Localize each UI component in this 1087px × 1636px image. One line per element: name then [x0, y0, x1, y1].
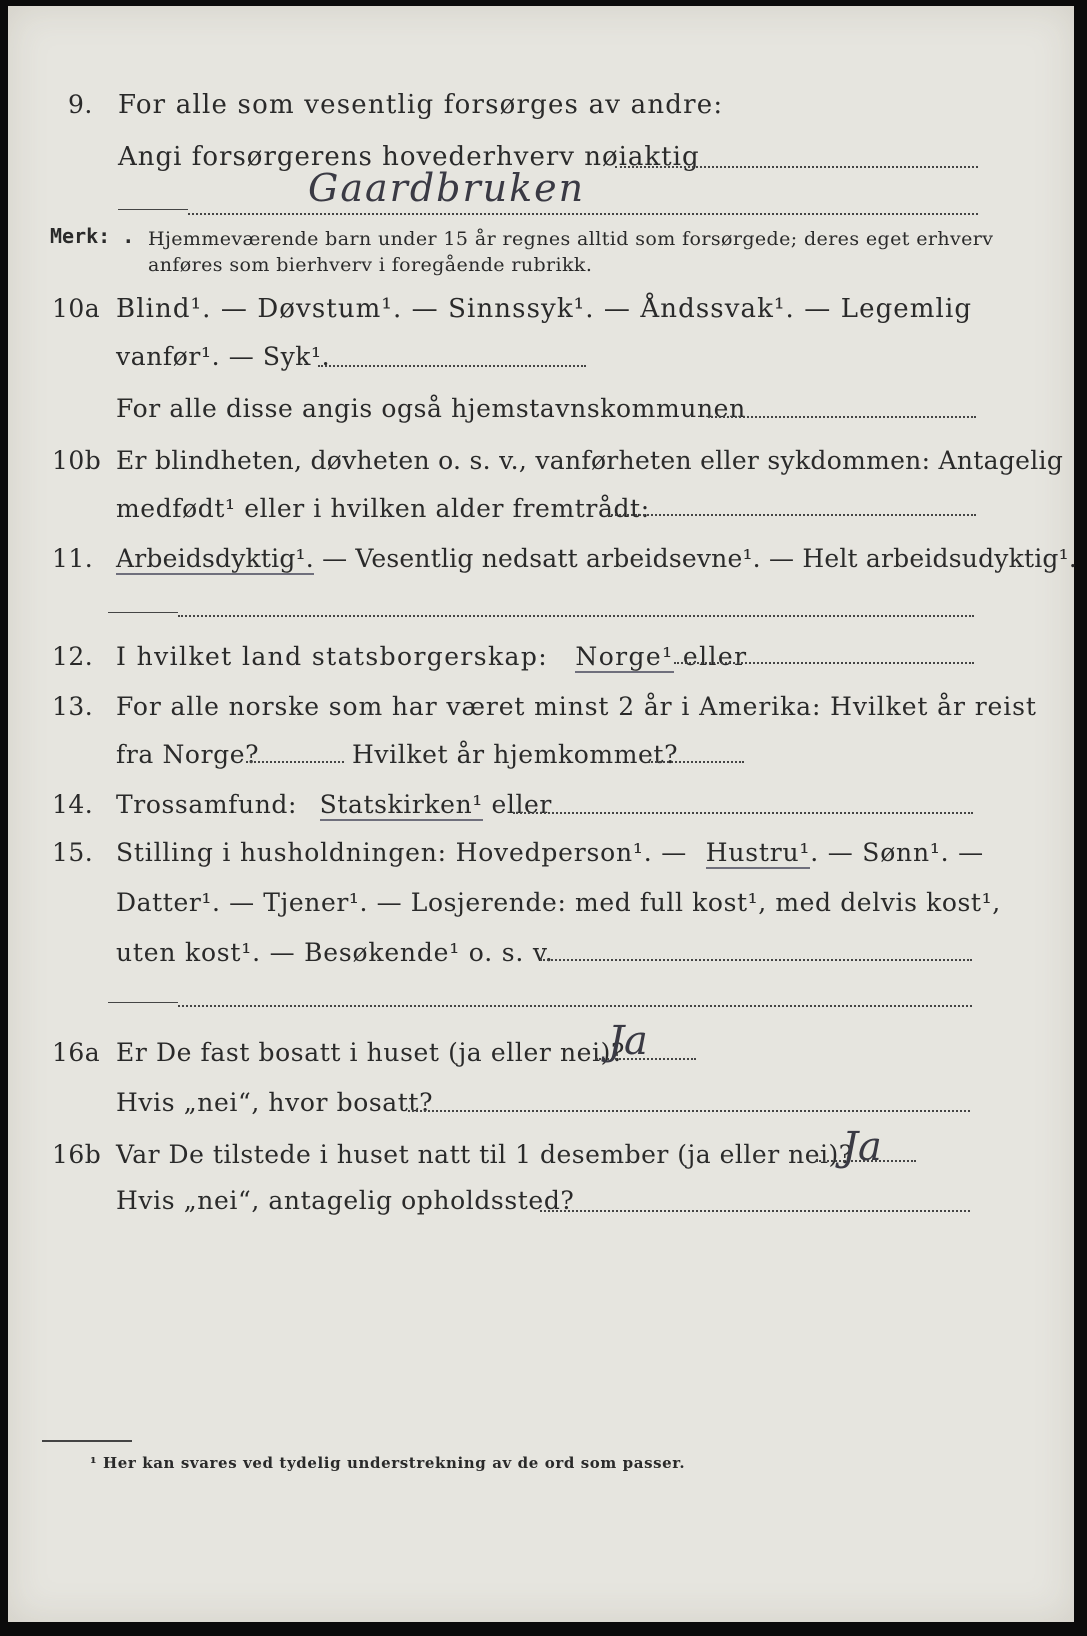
q16b-opphold-line [540, 1210, 970, 1212]
q14-number: 14. [52, 790, 94, 819]
q10a-line3: For alle disse angis også hjemstavnskommunen [116, 394, 746, 423]
q11-arbeidsdyktig-option[interactable]: Arbeidsdyktig¹. [116, 544, 314, 573]
q12-norge-option[interactable]: Norge¹ [575, 642, 674, 671]
q10b-number: 10b [52, 446, 102, 475]
q10a-kommune-line [708, 416, 976, 418]
q9-rule [188, 213, 978, 215]
q16b-line2: Hvis „nei“, antagelig opholdssted? [116, 1186, 575, 1215]
q16a-number: 16a [52, 1038, 101, 1067]
q12-text [116, 642, 747, 671]
q10b-line1: Er blindheten, døvheten o. s. v., vanførheten eller sykdommen: Antagelig [116, 446, 1064, 475]
q10b-line2: medfødt¹ eller i hvilken alder fremtrådt: [116, 494, 650, 523]
q13-number: 13. [52, 692, 94, 721]
q16a-bosatt-line [408, 1110, 970, 1112]
q14-statskirken-option[interactable]: Statskirken¹ [319, 790, 483, 819]
q13-line1: For alle norske som har været minst 2 år i Amerika: Hvilket år reist [116, 692, 1037, 721]
q15-line3: uten kost¹. — Besøkende¹ o. s. v. [116, 938, 554, 967]
q12-number: 12. [52, 642, 94, 671]
q13-hjem-line [648, 761, 744, 763]
q10b-alder-line [608, 514, 976, 516]
q14-pre: Trossamfund: [116, 790, 298, 819]
footnote-rule [42, 1440, 132, 1442]
q11-rule [178, 615, 974, 617]
q14-text [116, 790, 552, 819]
q15-hustru-option[interactable]: Hustru¹ [705, 838, 811, 867]
q9-line2: Angi forsørgerens hovederhverv nøiaktig [118, 142, 700, 172]
q15-line1 [116, 838, 984, 867]
q16a-line1: Er De fast bosatt i huset (ja eller nei)? [116, 1038, 625, 1067]
merk-line2: anføres som bierhverv i foregående rubrikk. [148, 254, 593, 276]
q11-text [116, 544, 1077, 573]
q13-line2a: fra Norge? [116, 740, 260, 769]
q9-rule-left [118, 209, 188, 210]
q13-line2b: Hvilket år hjemkommet? [352, 740, 679, 769]
q15-line2: Datter¹. — Tjener¹. — Losjerende: med full kost¹, med delvis kost¹, [116, 888, 1001, 917]
q16a-line2: Hvis „nei“, hvor bosatt? [116, 1088, 434, 1117]
q9-answer-line [615, 166, 978, 168]
q13-reist-line [246, 761, 344, 763]
q9-handwritten-answer: Gaardbruken [308, 166, 586, 210]
q16b-number: 16b [52, 1140, 102, 1169]
merk-line1: Hjemmeværende barn under 15 år regnes alltid som forsørgede; deres eget erhverv [148, 228, 994, 250]
q11-rule-left [108, 612, 178, 613]
q15-number: 15. [52, 838, 94, 867]
q15-rule [178, 1005, 972, 1007]
q12-pre: I hvilket land statsborgerskap: [116, 642, 549, 671]
census-form-page [8, 6, 1077, 1622]
q12-country-line [674, 662, 974, 664]
q15-rule-left [108, 1002, 178, 1003]
q16a-handwritten-answer: Ja [608, 1018, 648, 1064]
merk-label: Merk: . [50, 224, 135, 248]
q11-number: 11. [52, 544, 94, 573]
q10a-line1: Blind¹. — Døvstum¹. — Sinnssyk¹. — Åndssvak¹. — Legemlig [116, 294, 973, 324]
q14-post: eller [491, 790, 552, 819]
q9-line1: For alle som vesentlig forsørges av andre: [118, 90, 724, 120]
q15-line1a: Stilling i husholdningen: Hovedperson¹. — [116, 838, 688, 867]
q10a-syk-line [318, 365, 586, 367]
q16b-handwritten-answer: Ja [842, 1124, 882, 1170]
q9-number: 9. [68, 90, 93, 119]
q10a-number: 10a [52, 294, 101, 323]
q16b-line1: Var De tilstede i huset natt til 1 desember (ja eller nei)? [116, 1140, 853, 1169]
q15-line3-fill [540, 959, 972, 961]
footnote-text: ¹ Her kan svares ved tydelig understrekning av de ord som passer. [90, 1454, 686, 1472]
q15-line1c: . — Sønn¹. — [810, 838, 984, 867]
q11-rest: — Vesentlig nedsatt arbeidsevne¹. — Helt arbeidsudyktig¹. [322, 544, 1077, 573]
q10a-line2: vanfør¹. — Syk¹. [116, 342, 331, 371]
q12-post: eller [682, 642, 748, 671]
q14-trossamfund-line [513, 812, 973, 814]
